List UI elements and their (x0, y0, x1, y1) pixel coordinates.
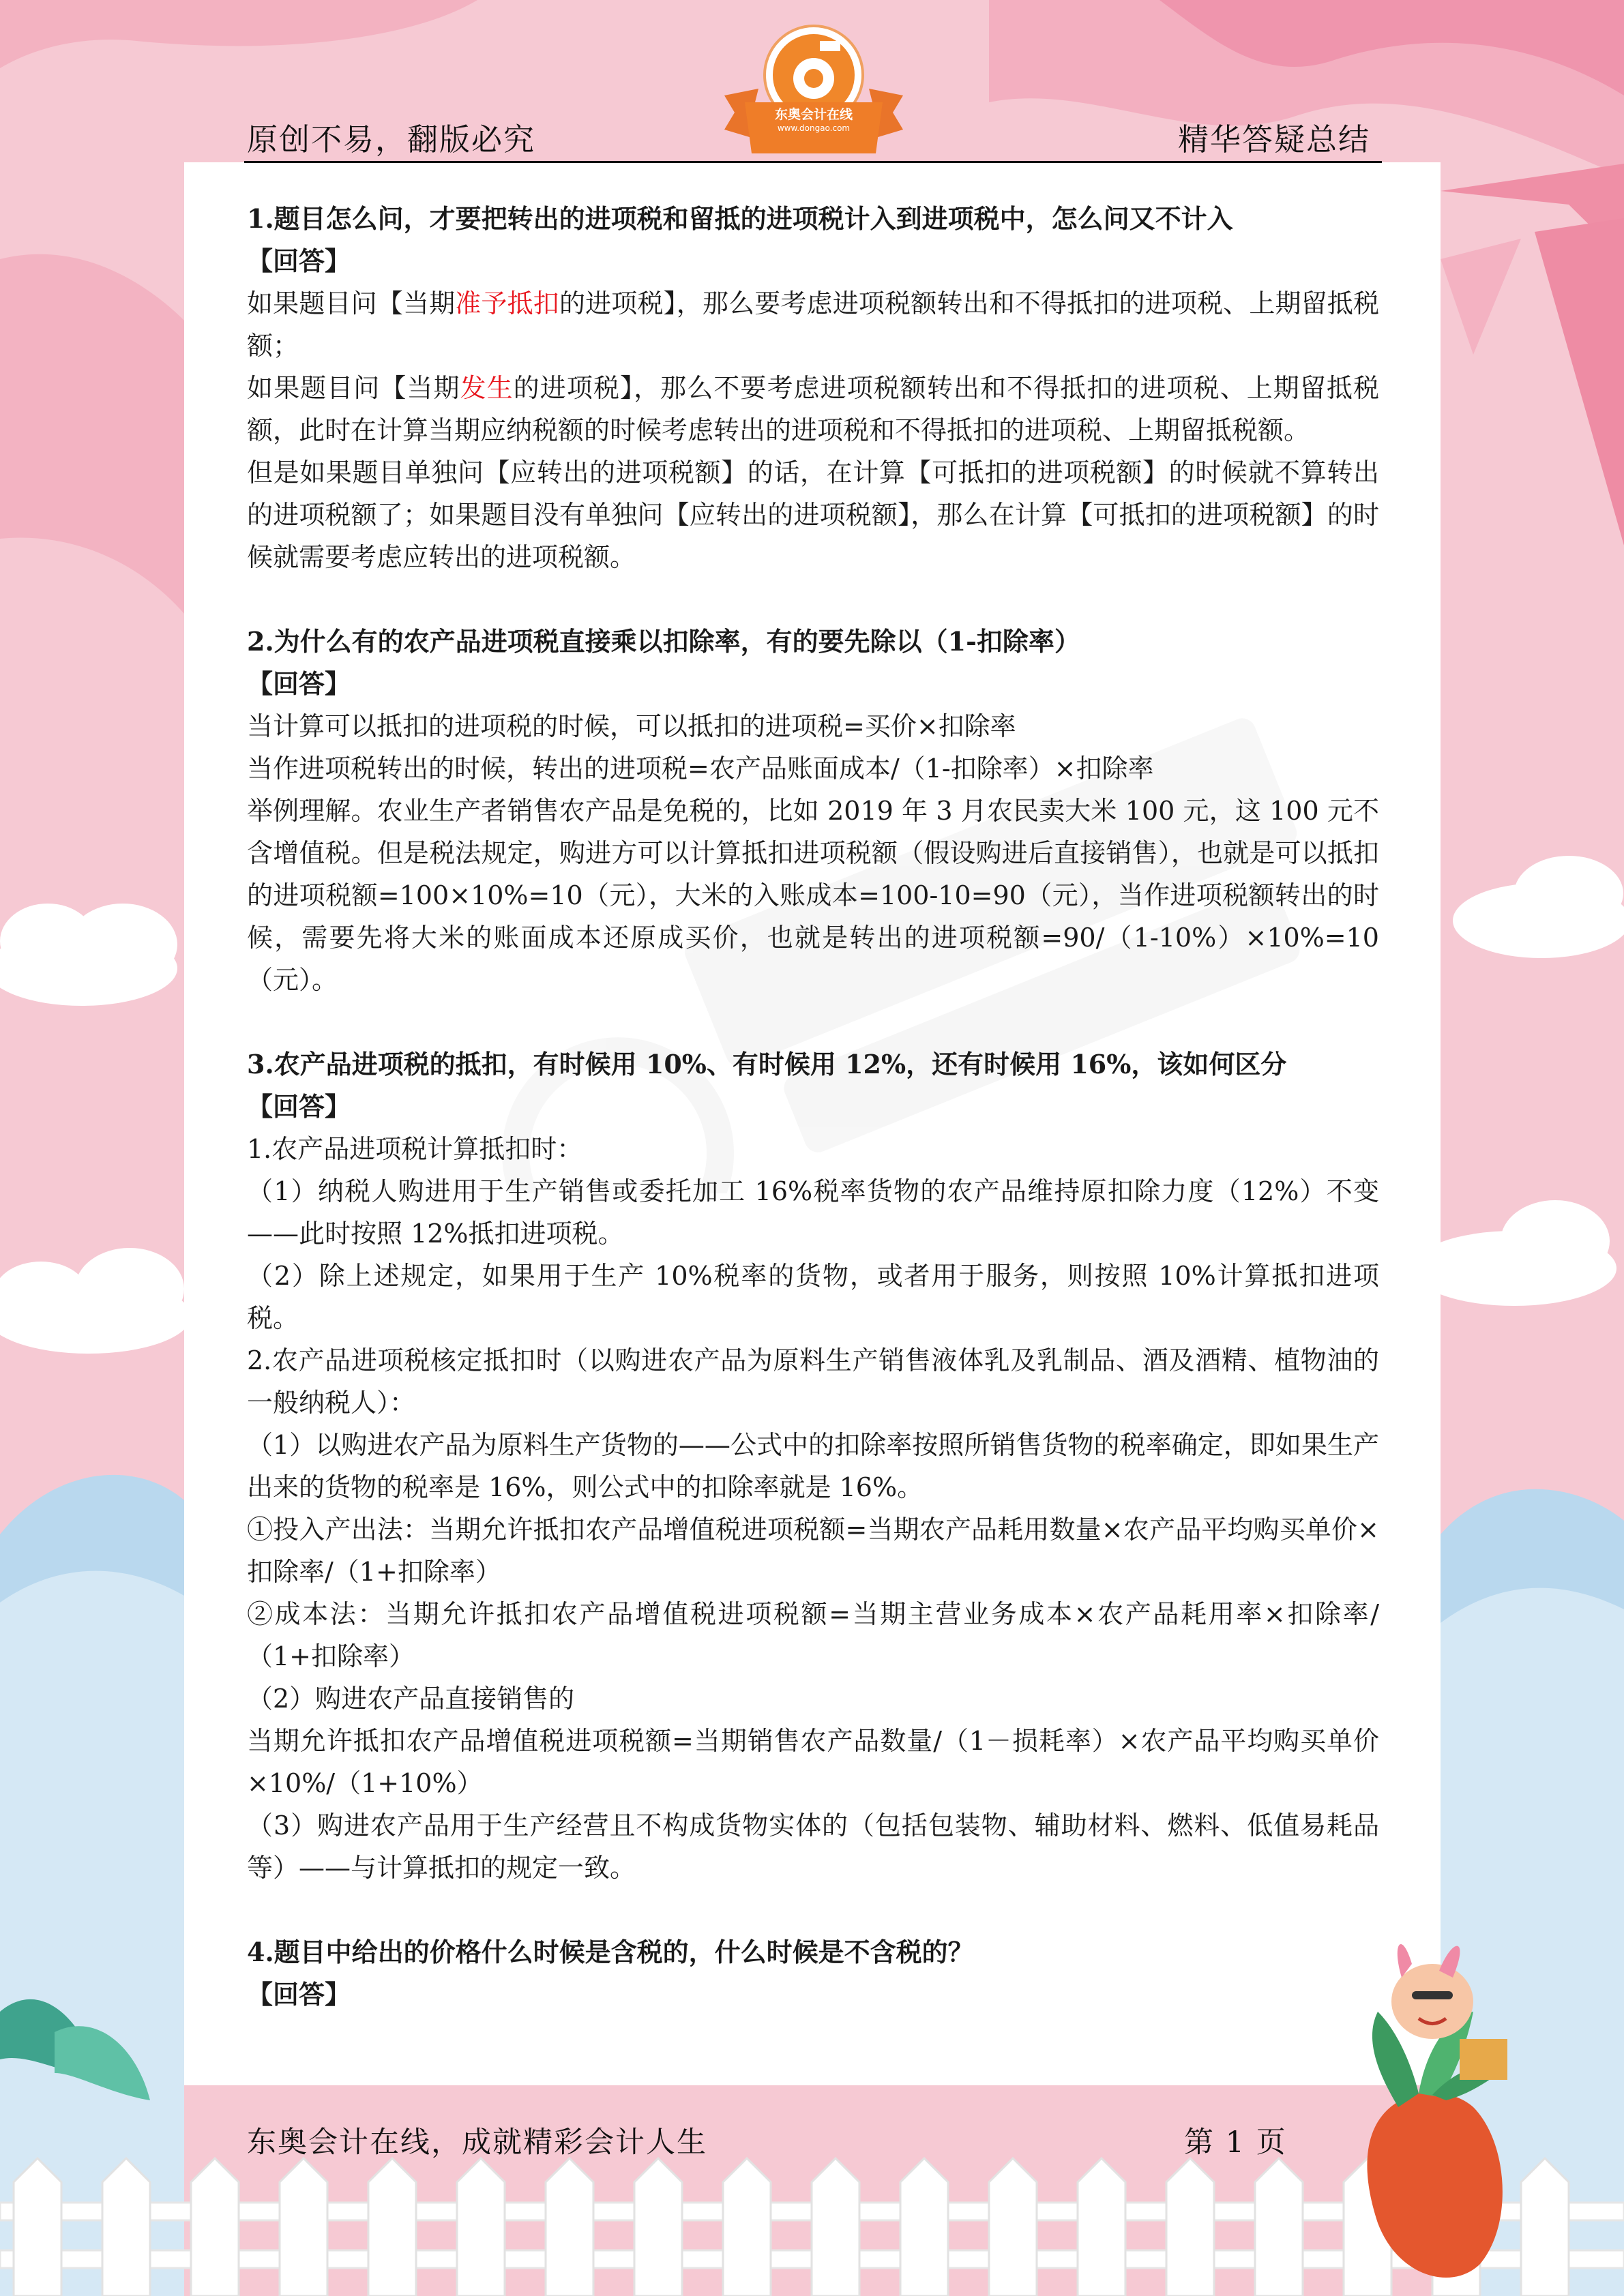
logo-text: 东奥会计在线 (774, 107, 853, 122)
answer-paragraph: （2）除上述规定，如果用于生产 10%税率的货物，或者用于服务，则按照 10%计算抵扣进项税。 (247, 1261, 1379, 1333)
answer-paragraph: 1.农产品进项税计算抵扣时： (247, 1134, 583, 1164)
header-right-text: 精华答疑总结 (1177, 121, 1370, 158)
answer-paragraph (247, 282, 1379, 367)
spacer (247, 578, 1379, 621)
highlight-text: 发生 (460, 373, 514, 403)
question-2: 2.为什么有的农产品进项税直接乘以扣除率，有的要先除以（1-扣除率） (247, 626, 1080, 657)
qa-content (247, 198, 1379, 2016)
answer-paragraph: （1）以购进农产品为原料生产货物的——公式中的扣除率按照所销售货物的税率确定，即如果生产出来的货物的税率是 16%，则公式中的扣除率就是 16%。 (247, 1430, 1379, 1502)
answer-paragraph: 但是如果题目单独问【应转出的进项税额】的话，在计算【可抵扣的进项税额】的时候就不算转出的进项税额了；如果题目没有单独问【应转出的进项税额】，那么在计算【可抵扣的进项税额】的时候就需要考虑应转出的进项税额。 (247, 458, 1379, 572)
answer-paragraph: ①投入产出法：当期允许抵扣农产品增值税进项税额=当期农产品耗用数量×农产品平均购买单价×扣除率/（1+扣除率） (247, 1515, 1379, 1587)
spacer (247, 1001, 1379, 1043)
answer-label: 【回答】 (247, 668, 351, 699)
answer-label: 【回答】 (247, 1091, 351, 1122)
answer-paragraph: （3）购进农产品用于生产经营且不构成货物实体的（包括包装物、辅助材料、燃料、低值易耗品等）——与计算抵扣的规定一致。 (247, 1810, 1379, 1883)
qa-section-2 (247, 621, 1379, 1001)
footer-slogan: 东奥会计在线，成就精彩会计人生 (247, 2126, 707, 2160)
header-rule (244, 161, 1382, 163)
text-span: 如果题目问【当期 (247, 373, 460, 403)
qa-section-3 (247, 1043, 1379, 1889)
question-4: 4.题目中给出的价格什么时候是含税的，什么时候是不含税的？ (247, 1937, 974, 1967)
answer-paragraph: （2）购进农产品直接销售的 (247, 1684, 575, 1714)
qa-section-1 (247, 198, 1379, 578)
answer-paragraph: （1）纳税人购进用于生产销售或委托加工 16%税率货物的农产品维持原扣除力度（12%）不变——此时按照 12%抵扣进项税。 (247, 1176, 1379, 1249)
question-3: 3.农产品进项税的抵扣，有时候用 10%、有时候用 12%，还有时候用 16%，该如何区分 (247, 1049, 1287, 1079)
answer-label: 【回答】 (247, 1979, 351, 2010)
header-left-text: 原创不易，翻版必究 (247, 121, 536, 158)
answer-paragraph: ②成本法：当期允许抵扣农产品增值税进项税额=当期主营业务成本×农产品耗用率×扣除率/（1+扣除率） (247, 1599, 1379, 1671)
dongao-logo (718, 20, 910, 157)
answer-paragraph: 举例理解。农业生产者销售农产品是免税的，比如 2019 年 3 月农民卖大米 100 元，这 100 元不含增值税。但是税法规定，购进方可以计算抵扣进项税额（假设购进后直接销售），也就是可以抵扣的进项税额=100×10%=10（元），大米的入账成本=100-10=90（元），当作进项税额转出的时候，需要先将大米的账面成本还原成买价，也就是转出的进项税额=90/（1-10%）×10%=10（元）。 (247, 796, 1379, 995)
text-span: 的进项税】，那么不要考虑进项税额转出和不得抵扣的进项税、上期留抵税额，此时在计算当期应纳税额的时候考虑转出的进项税和不得抵扣的进项税、上期留抵税额。 (247, 373, 1379, 445)
answer-paragraph: 当作进项税转出的时候，转出的进项税=农产品账面成本/（1-扣除率）×扣除率 (247, 754, 1154, 784)
answer-paragraph (247, 367, 1379, 451)
text-span: 的进项税】，那么要考虑进项税额转出和不得抵扣的进项税、上期留抵税额； (247, 288, 1379, 361)
spacer (247, 1889, 1379, 1931)
answer-label: 【回答】 (247, 245, 351, 276)
answer-paragraph: 当计算可以抵扣的进项税的时候，可以抵扣的进项税=买价×扣除率 (247, 711, 1016, 741)
qa-section-4 (247, 1931, 1379, 2016)
question-1: 1.题目怎么问，才要把转出的进项税和留抵的进项税计入到进项税中，怎么问又不计入 (247, 203, 1233, 234)
highlight-text: 准予抵扣 (455, 288, 559, 318)
logo-url: www.dongao.com (777, 123, 851, 133)
answer-paragraph: 2.农产品进项税核定抵扣时（以购进农产品为原料生产销售液体乳及乳制品、酒及酒精、植物油的一般纳税人）： (247, 1345, 1379, 1418)
page-number: 第 1 页 (1184, 2126, 1287, 2160)
answer-paragraph: 当期允许抵扣农产品增值税进项税额=当期销售农产品数量/（1－损耗率）×农产品平均购买单价×10%/（1+10%） (247, 1726, 1379, 1798)
text-span: 如果题目问【当期 (247, 288, 456, 318)
